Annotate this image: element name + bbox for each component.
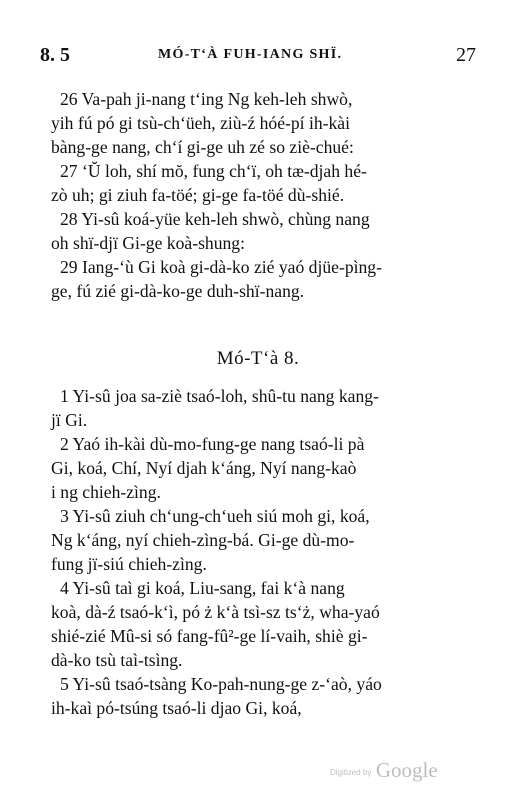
text-line: jï Gi. [51, 410, 88, 430]
text-line: 29 Iang-‘ù Gi koà gi-dà-ko zié yaó djüe-pìng- [60, 257, 382, 277]
text-line: 26 Va-pah ji-nang t‘ing Ng keh-leh shwò, [60, 89, 353, 109]
text-line: 27 ‘Ŭ loh, shí mŏ, fung ch‘ï, oh tæ-djah hé- [60, 161, 367, 181]
text-line: ge, fú zié gi-dà-ko-ge duh-shï-nang. [51, 281, 305, 301]
verse-block-lower [51, 384, 474, 720]
text-line: oh shï-djï Gi-ge koà-shung: [51, 233, 245, 253]
text-line: i ng chieh-zìng. [51, 482, 161, 502]
text-line: dà-ko tsù taì-tsìng. [51, 650, 183, 670]
text-line: 4 Yi-sû taì gi koá, Liu-sang, fai k‘à nang [60, 578, 345, 598]
chapter-heading: Mó-T‘à 8. [216, 348, 300, 369]
verse-block-upper [51, 87, 474, 303]
page-number: 27 [456, 44, 476, 66]
book-title: MÓ-T‘À FUH-IANG SHÏ. [158, 47, 343, 62]
text-line: ih-kaì pó-tsúng tsaó-li djao Gi, koá, [51, 698, 302, 718]
text-line: Ng k‘áng, nyí chieh-zìng-bá. Gi-ge dù-mo- [51, 530, 355, 550]
text-line: yih fú pó gi tsù-ch‘üeh, ziù-ź hóé-pí ih-kài [51, 113, 351, 133]
text-line: koà, dà-ź tsaó-k‘ì, pó ż k‘à tsì-sz ts‘ż, wha-yaó [51, 602, 380, 622]
text-line: fung jï-siú chieh-zìng. [51, 554, 207, 574]
text-line: 5 Yi-sû tsaó-tsàng Ko-pah-nung-ge z-‘aò, yáo [60, 674, 382, 694]
text-line: 1 Yi-sû joa sa-ziè tsaó-loh, shû-tu nang kang- [60, 386, 379, 406]
text-line: 3 Yi-sû ziuh ch‘ung-ch‘ueh siú moh gi, koá, [60, 506, 370, 526]
text-line: 28 Yi-sû koá-yüe keh-leh shwò, chùng nang [60, 209, 370, 229]
text-line: Gi, koá, Chí, Nyí djah k‘áng, Nyí nang-kaò [51, 458, 357, 478]
chapter-verse-ref: 8. 5 [40, 44, 70, 66]
text-line: bàng-ge nang, ch‘í gi-ge uh zé so ziè-chué: [51, 137, 354, 157]
text-line: 2 Yaó ih-kài dù-mo-fung-ge nang tsaó-li pà [60, 434, 365, 454]
digitized-label: Digitized by [330, 768, 372, 777]
digitized-watermark [330, 758, 438, 783]
text-line: shié-zié Mû-si só fang-fû²-ge lí-vaih, shiè gi- [51, 626, 368, 646]
running-head [40, 44, 476, 68]
google-logo: Google [375, 758, 438, 782]
text-line: zò uh; gi ziuh fa-töé; gi-ge fa-töé dù-shié. [51, 185, 345, 205]
